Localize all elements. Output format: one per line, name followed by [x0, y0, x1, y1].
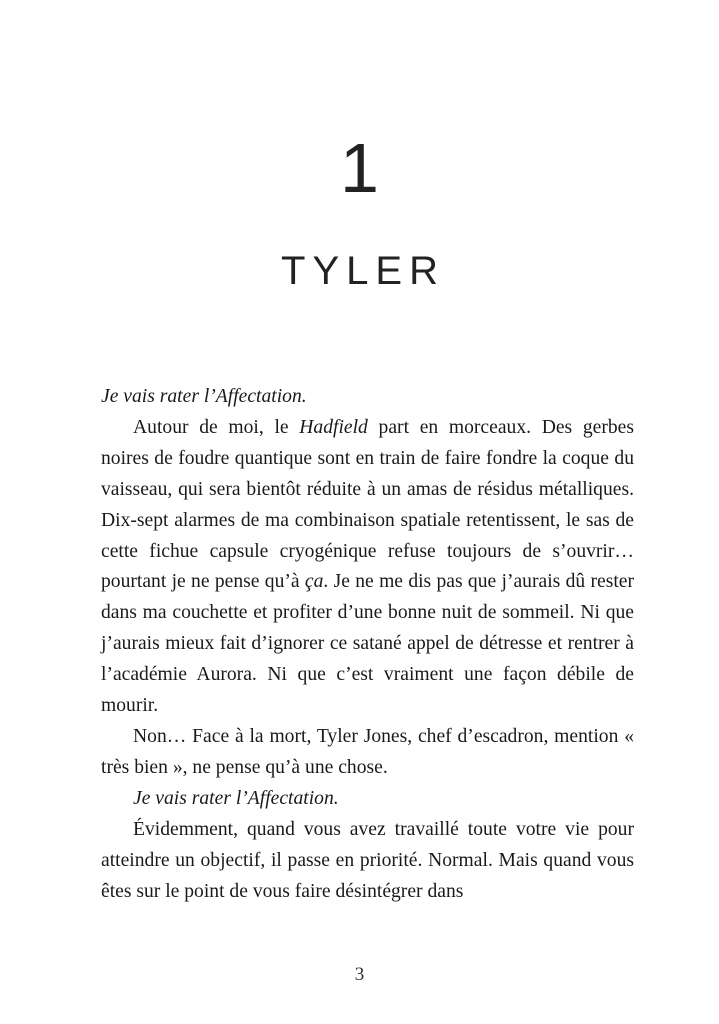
text-run: Autour de moi, le	[133, 416, 300, 438]
paragraph	[101, 784, 634, 815]
paragraph	[101, 815, 634, 908]
chapter-number: 1	[340, 129, 379, 207]
paragraph	[101, 722, 634, 784]
italic-text: ça	[304, 571, 324, 593]
chapter-title: TYLER	[281, 249, 445, 293]
italic-text: Je vais rater l’Affectation.	[101, 386, 307, 407]
text-run: Non… Face à la mort, Tyler Jones, chef d’escadron, mention « très bien », ne pense qu’à une chose.	[101, 725, 634, 778]
text-run: Évidemment, quand vous avez travaillé toute votre vie pour atteindre un objectif, il passe en priorité. Normal. Mais quand vous êtes sur le point de vous faire désintégrer dans	[101, 818, 634, 902]
body-text	[101, 382, 634, 907]
italic-text: Je vais rater l’Affectation.	[133, 787, 339, 809]
text-run: . Je ne me dis pas que j’aurais dû rester dans ma couchette et profiter d’une bonne nuit de sommeil. Ni que j’aurais mieux fait d’ignorer ce satané appel de détresse et rentrer à l’académie Aurora. Ni que c’est vraiment une façon débile de mourir.	[101, 571, 634, 717]
page-number: 3	[354, 964, 365, 985]
paragraph	[101, 382, 634, 413]
text-run: part en morceaux. Des gerbes noires de foudre quantique sont en train de faire fondre la coque du vaisseau, qui sera bientôt réduite à un amas de résidus métalliques. Dix-sept alarmes de ma combinaison spatiale retentissent, le sas de cette fichue capsule cryogénique refuse toujours de s’ouvrir… pourtant je ne pense qu’à	[101, 416, 635, 593]
paragraph	[101, 413, 634, 722]
italic-text: Hadfield	[299, 416, 368, 438]
